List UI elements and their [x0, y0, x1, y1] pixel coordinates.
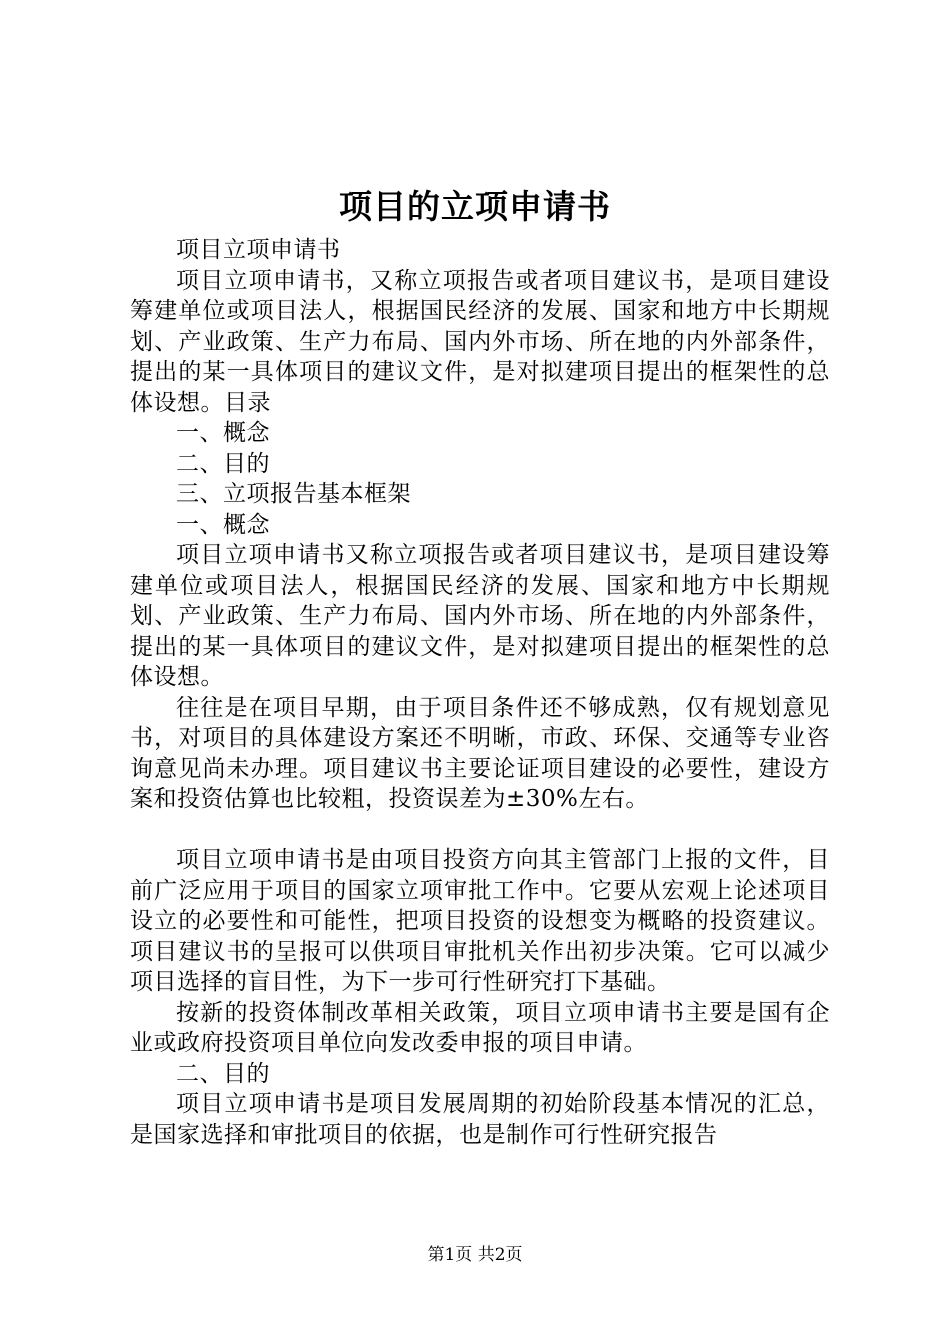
section-heading-concept: 一、概念 — [176, 511, 270, 538]
page-footer: 第1页 共2页 — [427, 1245, 523, 1265]
paragraph-heading: 项目立项申请书 — [176, 237, 341, 263]
toc-item-framework: 三、立项报告基本框架 — [176, 481, 411, 507]
paragraph-submission: 项目立项申请书是由项目投资方向其主管部门上报的文件，目前广泛应用于项目的国家立项审批工作中。它要从宏观上论述项目设立的必要性和可能性，把项目投资的设想变为概略的投资建议。项目建议书的呈报可以供项目审批机关作出初步决策。它可以减少项目选择的盲目性，为下一步可行性研究打下基础。 — [130, 847, 830, 995]
toc-item-purpose: 二、目的 — [176, 450, 270, 477]
paragraph-new-policy: 按新的投资体制改革相关政策，项目立项申请书主要是国有企业或政府投资项目单位向发改委申报的项目申请。 — [130, 999, 830, 1056]
toc-item-concept: 一、概念 — [176, 420, 270, 446]
paragraph-intro: 项目立项申请书，又称立项报告或者项目建议书，是项目建设筹建单位或项目法人，根据国民经济的发展、国家和地方中长期规划、产业政策、生产力布局、国内外市场、所在地的内外部条件，提出的某一具体项目的建议文件，是对拟建项目提出的框架性的总体设想。目录 — [130, 267, 830, 416]
paragraph-concept-definition: 项目立项申请书又称立项报告或者项目建议书，是项目建设筹建单位或项目法人，根据国民经济的发展、国家和地方中长期规划、产业政策、生产力布局、国内外市场、所在地的内外部条件，提出的某一具体项目的建议文件，是对拟建项目提出的框架性的总体设想。 — [130, 542, 830, 690]
paragraph-purpose: 项目立项申请书是项目发展周期的初始阶段基本情况的汇总，是国家选择和审批项目的依据，也是制作可行性研究报告 — [130, 1091, 830, 1148]
paragraph-early-stage: 往往是在项目早期，由于项目条件还不够成熟，仅有规划意见书，对项目的具体建设方案还不明晰，市政、环保、交通等专业咨询意见尚未办理。项目建议书主要论证项目建设的必要性，建设方案和投资估算也比较粗，投资误差为±30%左右。 — [130, 694, 830, 812]
document-body — [130, 235, 830, 1150]
document-title: 项目的立项申请书 — [339, 187, 611, 226]
section-heading-purpose: 二、目的 — [176, 1060, 270, 1087]
blank-line — [130, 815, 830, 846]
